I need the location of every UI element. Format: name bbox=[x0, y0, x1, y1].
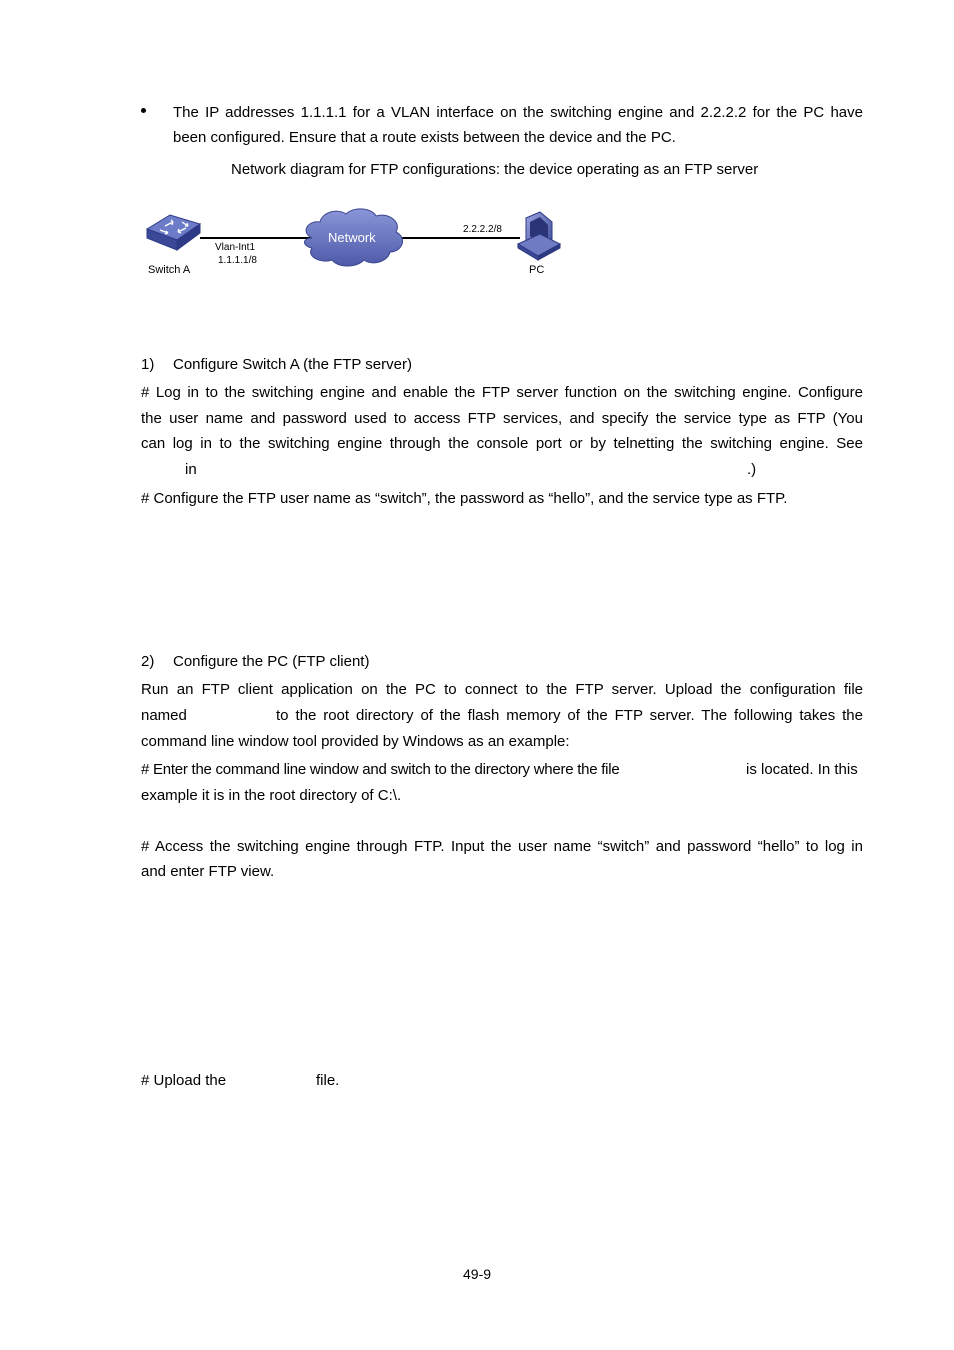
page-number: 49-9 bbox=[463, 1266, 492, 1282]
pc-ip-label: 2.2.2.2/8 bbox=[463, 224, 502, 235]
step-1-number: 1) bbox=[141, 356, 155, 373]
network-label: Network bbox=[328, 230, 376, 245]
switch-a-label: Switch A bbox=[148, 264, 191, 276]
pc-icon bbox=[518, 212, 560, 260]
vlan-interface-label: Vlan-Int1 bbox=[215, 242, 256, 253]
step-1-para-line-4a: in bbox=[185, 461, 197, 478]
bullet-text-line-2: been configured. Ensure that a route exists between the device and the PC. bbox=[173, 129, 676, 146]
bullet-text-line-1: The IP addresses 1.1.1.1 for a VLAN interface on the switching engine and 2.2.2.2 for the PC have bbox=[173, 104, 863, 121]
configure-ftp-user-line: # Configure the FTP user name as “switch”, the password as “hello”, and the service type as FTP. bbox=[141, 490, 788, 507]
access-ftp-line-1: # Access the switching engine through FTP. Input the user name “switch” and password “hello” to log in bbox=[141, 838, 863, 855]
step-2-heading: Configure the PC (FTP client) bbox=[173, 653, 370, 670]
step-1-para-line-1: # Log in to the switching engine and enable the FTP server function on the switching engine. Configure bbox=[141, 384, 863, 401]
step-2-para-line-2b: to the root directory of the flash memory of the FTP server. The following takes the bbox=[276, 707, 863, 724]
step-2-number: 2) bbox=[141, 653, 155, 670]
step-1-para-line-3: can log in to the switching engine through the console port or by telnetting the switching engine. See bbox=[141, 435, 863, 452]
enter-command-line-2: example it is in the root directory of C:\. bbox=[141, 787, 402, 804]
upload-line-a: # Upload the bbox=[141, 1072, 227, 1089]
step-1-para-line-2: the user name and password used to access FTP services, and specify the service type as FTP (You bbox=[141, 410, 863, 427]
enter-command-line-b: is located. In this bbox=[746, 761, 858, 778]
vlan-ip-label: 1.1.1.1/8 bbox=[218, 255, 257, 266]
pc-label: PC bbox=[529, 264, 545, 276]
access-ftp-line-2: and enter FTP view. bbox=[141, 863, 275, 880]
step-2-para-line-3: command line window tool provided by Windows as an example: bbox=[141, 733, 570, 750]
figure-caption: Network diagram for FTP configurations: the device operating as an FTP server bbox=[231, 161, 759, 178]
enter-command-line-a: # Enter the command line window and switch to the directory where the file bbox=[141, 761, 620, 778]
switch-icon bbox=[147, 215, 200, 250]
step-2-para-line-1: Run an FTP client application on the PC to connect to the FTP server. Upload the configuration file bbox=[141, 681, 863, 698]
step-2-para-line-2a: named bbox=[141, 707, 187, 724]
upload-line-b: file. bbox=[316, 1072, 340, 1089]
step-1-para-line-4b: .) bbox=[747, 461, 757, 478]
step-1-heading: Configure Switch A (the FTP server) bbox=[173, 356, 412, 373]
